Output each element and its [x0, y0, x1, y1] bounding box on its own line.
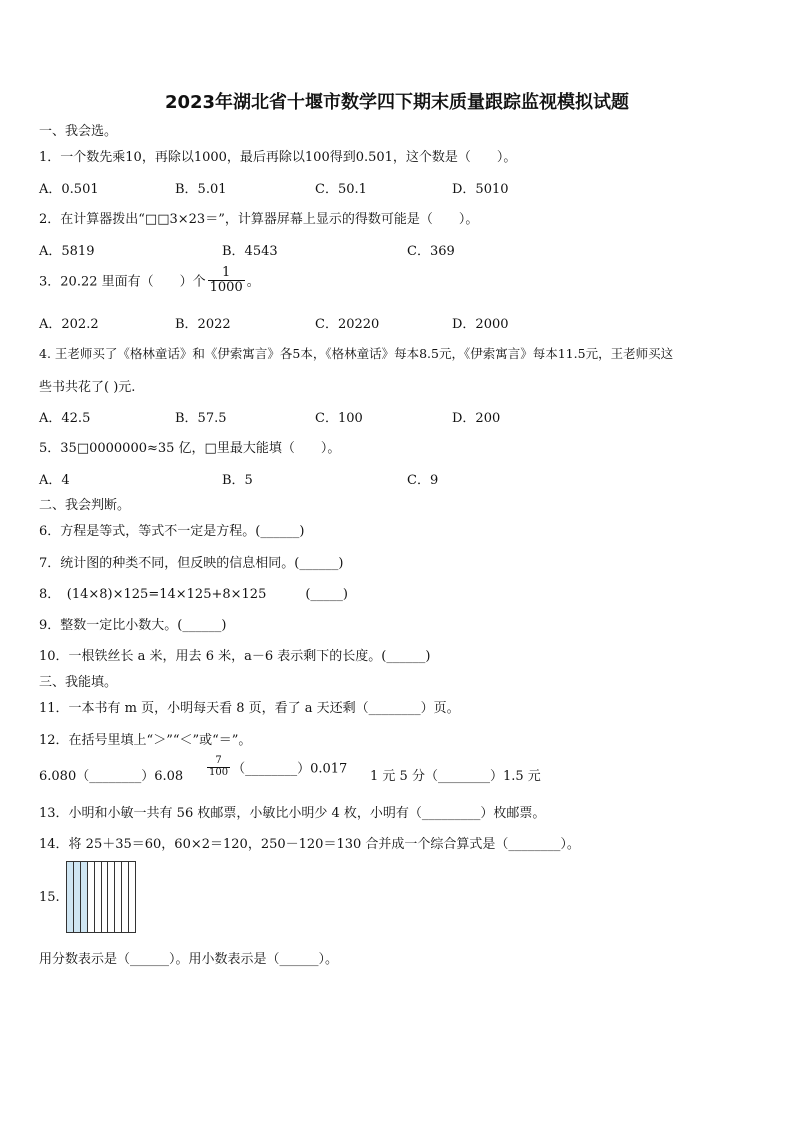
question-5: 5．35□0000000≈35 亿，□里最大能填（ ）。 [39, 441, 341, 456]
q4-option-b: B．57.5 [175, 411, 227, 426]
question-11: 11．一本书有 m 页，小明每天看 8 页，看了 a 天还剩（________）页。 [39, 701, 460, 716]
q2-option-a: A．5819 [39, 244, 95, 259]
q5-option-b: B．5 [222, 473, 253, 488]
question-4-line-1: 4. 王老师买了《格林童话》和《伊索寓言》各5本，《格林童话》每本8.5元，《伊索寓言》每本11.5元，王老师买这 [39, 346, 674, 361]
q1-option-b: B．5.01 [175, 182, 227, 197]
q3-fraction-denominator: 1000 [209, 279, 243, 295]
question-3 [39, 266, 260, 294]
q15-shaded-column [81, 862, 88, 932]
q3-fraction [208, 266, 245, 294]
q4-option-d: D．200 [452, 411, 501, 426]
q12-fraction-numerator: 7 [215, 755, 222, 766]
q1-option-c: C．50.1 [315, 182, 367, 197]
q3-option-c: C．20220 [315, 317, 380, 332]
page-title: 2023年湖北省十堰市数学四下期末质量跟踪监视模拟试题 [164, 92, 630, 113]
q15-column [102, 862, 109, 932]
section-heading-fill: 三、我能填。 [39, 675, 118, 690]
question-4-line-2: 些书共花了( )元. [39, 380, 136, 395]
question-10: 10．一根铁丝长 a 米，用去 6 米，a－6 表示剩下的长度。(______) [39, 649, 431, 664]
question-6: 6．方程是等式，等式不一定是方程。(______) [39, 524, 305, 539]
q2-option-c: C．369 [407, 244, 455, 259]
q15-column [115, 862, 122, 932]
question-14: 14．将 25＋35＝60，60×2＝120，250－120＝130 合并成一个综合算式是（________）。 [39, 837, 580, 852]
q15-shaded-column [74, 862, 81, 932]
q12-compare-2-rest: （________）0.017 [232, 761, 348, 777]
q15-column-figure [66, 861, 136, 933]
question-15-text: 用分数表示是（______）。用小数表示是（______）。 [39, 952, 339, 967]
q3-text-end: 。 [246, 274, 260, 290]
q15-column [129, 862, 135, 932]
q12-compare-1: 6.080（________）6.08 [39, 769, 184, 784]
q4-option-a: A．42.5 [39, 411, 91, 426]
section-heading-choice: 一、我会选。 [39, 124, 118, 139]
question-13: 13．小明和小敏一共有 56 枚邮票，小敏比小明少 4 枚，小明有（_________）枚邮票。 [39, 806, 546, 821]
q3-text: 3．20.22 里面有（ ）个 [39, 274, 206, 290]
q15-column [95, 862, 102, 932]
section-heading-judge: 二、我会判断。 [39, 498, 131, 513]
question-1: 1．一个数先乘10，再除以1000，最后再除以100得到0.501，这个数是（ ）。 [39, 150, 517, 165]
q15-shaded-column [67, 862, 74, 932]
q4-option-c: C．100 [315, 411, 363, 426]
q5-option-a: A．4 [39, 473, 70, 488]
question-9: 9．整数一定比小数大。(______) [39, 618, 227, 633]
q15-column [108, 862, 115, 932]
question-7: 7．统计图的种类不同，但反映的信息相同。(______) [39, 556, 344, 571]
q12-compare-2 [205, 756, 347, 778]
q3-option-d: D．2000 [452, 317, 509, 332]
q3-option-a: A．202.2 [39, 317, 99, 332]
question-15-label: 15. [39, 890, 60, 905]
q15-column [122, 862, 129, 932]
q1-option-d: D．5010 [452, 182, 509, 197]
q5-option-c: C．9 [407, 473, 439, 488]
q3-fraction-numerator: 1 [222, 265, 231, 280]
question-8: 8． (14×8)×125=14×125+8×125 (_____) [39, 587, 348, 602]
q12-compare-3: 1 元 5 分（________）1.5 元 [370, 769, 541, 784]
q12-fraction-denominator: 100 [209, 766, 229, 778]
question-2: 2．在计算器拨出“□□3×23＝”，计算器屏幕上显示的得数可能是（ ）。 [39, 212, 479, 227]
q12-fraction [207, 756, 230, 778]
q3-option-b: B．2022 [175, 317, 231, 332]
question-12: 12．在括号里填上“＞”“＜”或“＝”。 [39, 733, 252, 748]
q15-column [88, 862, 95, 932]
q1-option-a: A．0.501 [39, 182, 99, 197]
q2-option-b: B．4543 [222, 244, 278, 259]
